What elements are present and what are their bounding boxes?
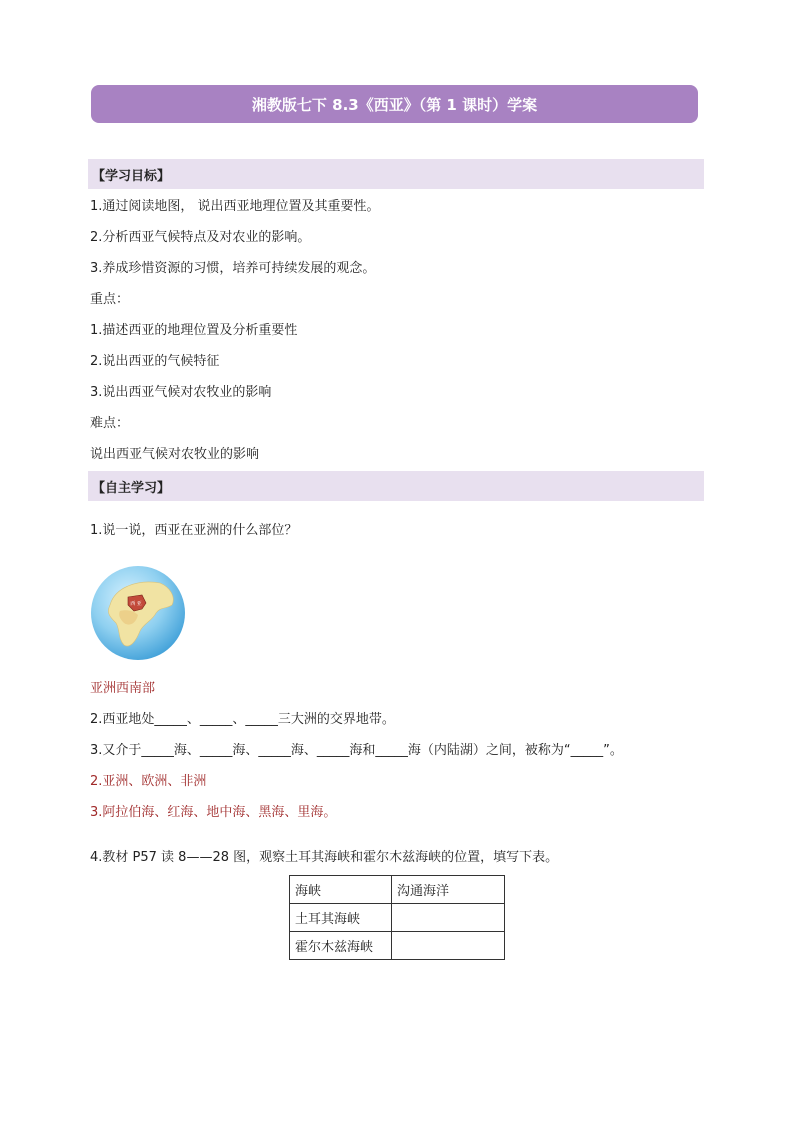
table-header-cell: 沟通海洋 bbox=[392, 876, 505, 904]
answer-3: 3.阿拉伯海、红海、地中海、黑海、里海。 bbox=[90, 805, 337, 820]
answer-1: 亚洲西南部 bbox=[90, 681, 156, 696]
table-header-cell: 海峡 bbox=[290, 876, 392, 904]
question-4: 4.教材 P57 读 8——28 图，观察土耳其海峡和霍尔木兹海峡的位置，填写下表。 bbox=[90, 850, 559, 865]
key-point-3: 3.说出西亚气候对农牧业的影响 bbox=[90, 385, 272, 400]
table-cell-ocean[interactable] bbox=[392, 932, 505, 960]
self-study-header: 【自主学习】 bbox=[88, 471, 704, 501]
goal-item-1: 1.通过阅读地图， 说出西亚地理位置及其重要性。 bbox=[90, 199, 380, 214]
table-cell-strait: 霍尔木兹海峡 bbox=[290, 932, 392, 960]
goal-item-2: 2.分析西亚气候特点及对农业的影响。 bbox=[90, 230, 311, 245]
table-row bbox=[290, 932, 505, 960]
answer-2: 2.亚洲、欧洲、非洲 bbox=[90, 774, 207, 789]
table-header-row bbox=[290, 876, 505, 904]
key-point-2: 2.说出西亚的气候特征 bbox=[90, 354, 220, 369]
table-cell-ocean[interactable] bbox=[392, 904, 505, 932]
question-2: 2.西亚地处_____、_____、_____三大洲的交界地带。 bbox=[90, 712, 395, 727]
difficult-point-1: 说出西亚气候对农牧业的影响 bbox=[90, 447, 260, 462]
document-title: 湘教版七下 8.3《西亚》（第 1 课时）学案 bbox=[91, 85, 698, 123]
question-3: 3.又介于_____海、_____海、_____海、_____海和_____海（内陆湖）之间，被称为“_____”。 bbox=[90, 743, 623, 758]
question-1: 1.说一说，西亚在亚洲的什么部位？ bbox=[90, 523, 298, 538]
globe-label: 西 亚 bbox=[130, 601, 142, 607]
globe-map-image bbox=[90, 565, 186, 661]
learning-goals-header: 【学习目标】 bbox=[88, 159, 704, 189]
table-row bbox=[290, 904, 505, 932]
table-cell-strait: 土耳其海峡 bbox=[290, 904, 392, 932]
key-point-1: 1.描述西亚的地理位置及分析重要性 bbox=[90, 323, 298, 338]
strait-table bbox=[289, 875, 505, 960]
difficult-points-label: 难点： bbox=[90, 416, 130, 431]
goal-item-3: 3.养成珍惜资源的习惯，培养可持续发展的观念。 bbox=[90, 261, 376, 276]
key-points-label: 重点： bbox=[90, 292, 130, 307]
